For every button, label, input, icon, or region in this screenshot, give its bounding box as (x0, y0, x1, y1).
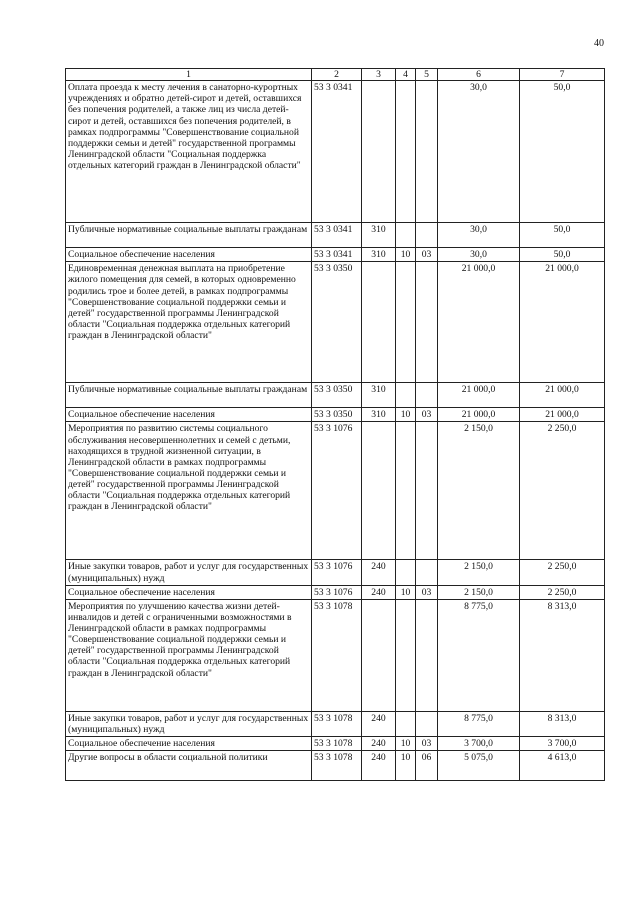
row-name-cell: Оплата проезда к месту лечения в санаторно-курортных учреждениях и обратно детей-сирот и детей, оставшихся без попечения родителей, а также лиц из числа детей-сирот и детей, оставшихся без попечения родителей, в рамках подпрограммы "Совершенствование социальной поддержки семьи и детей" государственной программы Ленинградской области "Социальная поддержка отдельных категорий граждан в Ленинградской области" (66, 81, 312, 223)
row-name-cell: Иные закупки товаров, работ и услуг для государственных (муниципальных) нужд (66, 560, 312, 585)
row-expense-type-cell (362, 599, 396, 711)
table-row (66, 383, 605, 408)
row-code-cell: 53 3 1078 (312, 599, 362, 711)
table-row (66, 262, 605, 383)
row-code-cell: 53 3 1076 (312, 422, 362, 560)
row-code-cell: 53 3 1078 (312, 711, 362, 736)
table-row (66, 248, 605, 262)
row-amount-year1-cell: 30,0 (438, 248, 520, 262)
row-subsection-cell: 03 (416, 248, 438, 262)
row-expense-type-cell: 240 (362, 560, 396, 585)
row-amount-year1-cell: 3 700,0 (438, 737, 520, 751)
row-subsection-cell: 03 (416, 737, 438, 751)
row-amount-year2-cell: 2 250,0 (520, 585, 605, 599)
row-expense-type-cell: 310 (362, 408, 396, 422)
header-cell: 7 (520, 69, 605, 81)
row-code-cell: 53 3 0350 (312, 408, 362, 422)
row-amount-year1-cell: 8 775,0 (438, 711, 520, 736)
row-subsection-cell (416, 599, 438, 711)
row-code-cell: 53 3 0350 (312, 383, 362, 408)
row-name-cell: Социальное обеспечение населения (66, 585, 312, 599)
row-amount-year2-cell: 3 700,0 (520, 737, 605, 751)
row-amount-year1-cell: 2 150,0 (438, 585, 520, 599)
row-amount-year1-cell: 2 150,0 (438, 422, 520, 560)
row-section-cell (396, 81, 416, 223)
row-name-cell: Публичные нормативные социальные выплаты гражданам (66, 383, 312, 408)
page-number: 40 (594, 38, 604, 49)
row-expense-type-cell (362, 262, 396, 383)
row-code-cell: 53 3 1078 (312, 737, 362, 751)
row-section-cell (396, 560, 416, 585)
row-expense-type-cell: 240 (362, 585, 396, 599)
row-name-cell: Другие вопросы в области социальной политики (66, 751, 312, 781)
table-row (66, 711, 605, 736)
row-expense-type-cell (362, 422, 396, 560)
row-name-cell: Единовременная денежная выплата на приобретение жилого помещения для семей, в которых одновременно родились трое и более детей, в рамках подпрограммы "Совершенствование социальной поддержки семьи и детей" государственной программы Ленинградской области "Социальная поддержка отдельных категорий граждан в Ленинградской области" (66, 262, 312, 383)
row-amount-year2-cell: 21 000,0 (520, 408, 605, 422)
row-subsection-cell (416, 711, 438, 736)
row-section-cell (396, 711, 416, 736)
row-section-cell: 10 (396, 585, 416, 599)
header-cell: 3 (362, 69, 396, 81)
table-row (66, 408, 605, 422)
row-amount-year2-cell: 50,0 (520, 81, 605, 223)
table-row (66, 599, 605, 711)
row-amount-year1-cell: 8 775,0 (438, 599, 520, 711)
row-amount-year1-cell: 5 075,0 (438, 751, 520, 781)
row-amount-year1-cell: 21 000,0 (438, 408, 520, 422)
table-row (66, 81, 605, 223)
row-amount-year1-cell: 30,0 (438, 81, 520, 223)
row-amount-year2-cell: 21 000,0 (520, 262, 605, 383)
row-subsection-cell: 03 (416, 408, 438, 422)
table-header-row (66, 69, 605, 81)
header-cell: 6 (438, 69, 520, 81)
row-subsection-cell (416, 383, 438, 408)
table-row (66, 422, 605, 560)
row-section-cell: 10 (396, 737, 416, 751)
row-subsection-cell (416, 81, 438, 223)
row-section-cell (396, 262, 416, 383)
table-row (66, 560, 605, 585)
row-subsection-cell (416, 262, 438, 383)
row-name-cell: Публичные нормативные социальные выплаты гражданам (66, 223, 312, 248)
row-name-cell: Мероприятия по развитию системы социального обслуживания несовершеннолетних и семей с детьми, находящихся в трудной жизненной ситуации, в Ленинградской области в рамках подпрограммы "Совершенствование социальной поддержки семьи и детей" государственной программы Ленинградской области "Социальная поддержка отдельных категорий граждан в Ленинградской области" (66, 422, 312, 560)
row-name-cell: Социальное обеспечение населения (66, 408, 312, 422)
row-amount-year1-cell: 30,0 (438, 223, 520, 248)
row-expense-type-cell: 310 (362, 383, 396, 408)
row-section-cell (396, 223, 416, 248)
row-subsection-cell (416, 560, 438, 585)
row-expense-type-cell (362, 81, 396, 223)
row-name-cell: Мероприятия по улучшению качества жизни детей-инвалидов и детей с ограниченными возможностями в Ленинградской области в рамках подпрограммы "Совершенствование социальной поддержки семьи и детей" государственной программы Ленинградской области "Социальная поддержка отдельных категорий граждан в Ленинградской области" (66, 599, 312, 711)
row-expense-type-cell: 310 (362, 248, 396, 262)
row-code-cell: 53 3 0350 (312, 262, 362, 383)
table-row (66, 751, 605, 781)
row-section-cell: 10 (396, 248, 416, 262)
row-subsection-cell (416, 223, 438, 248)
row-amount-year2-cell: 8 313,0 (520, 711, 605, 736)
row-name-cell: Социальное обеспечение населения (66, 737, 312, 751)
header-cell: 2 (312, 69, 362, 81)
row-amount-year1-cell: 21 000,0 (438, 383, 520, 408)
row-amount-year2-cell: 8 313,0 (520, 599, 605, 711)
row-amount-year1-cell: 21 000,0 (438, 262, 520, 383)
header-cell: 5 (416, 69, 438, 81)
row-amount-year2-cell: 50,0 (520, 248, 605, 262)
row-subsection-cell: 03 (416, 585, 438, 599)
header-cell: 1 (66, 69, 312, 81)
row-section-cell: 10 (396, 751, 416, 781)
row-code-cell: 53 3 0341 (312, 223, 362, 248)
row-section-cell (396, 383, 416, 408)
row-amount-year2-cell: 21 000,0 (520, 383, 605, 408)
row-code-cell: 53 3 1076 (312, 560, 362, 585)
row-amount-year2-cell: 50,0 (520, 223, 605, 248)
row-expense-type-cell: 310 (362, 223, 396, 248)
header-cell: 4 (396, 69, 416, 81)
row-section-cell (396, 422, 416, 560)
row-name-cell: Иные закупки товаров, работ и услуг для государственных (муниципальных) нужд (66, 711, 312, 736)
row-subsection-cell: 06 (416, 751, 438, 781)
row-subsection-cell (416, 422, 438, 560)
budget-table (65, 68, 605, 781)
row-section-cell (396, 599, 416, 711)
row-code-cell: 53 3 1076 (312, 585, 362, 599)
row-code-cell: 53 3 1078 (312, 751, 362, 781)
row-section-cell: 10 (396, 408, 416, 422)
row-code-cell: 53 3 0341 (312, 81, 362, 223)
row-expense-type-cell: 240 (362, 737, 396, 751)
row-amount-year2-cell: 2 250,0 (520, 422, 605, 560)
row-amount-year1-cell: 2 150,0 (438, 560, 520, 585)
row-amount-year2-cell: 2 250,0 (520, 560, 605, 585)
row-amount-year2-cell: 4 613,0 (520, 751, 605, 781)
table-row (66, 223, 605, 248)
table-row (66, 585, 605, 599)
row-expense-type-cell: 240 (362, 751, 396, 781)
row-expense-type-cell: 240 (362, 711, 396, 736)
row-code-cell: 53 3 0341 (312, 248, 362, 262)
table-row (66, 737, 605, 751)
row-name-cell: Социальное обеспечение населения (66, 248, 312, 262)
